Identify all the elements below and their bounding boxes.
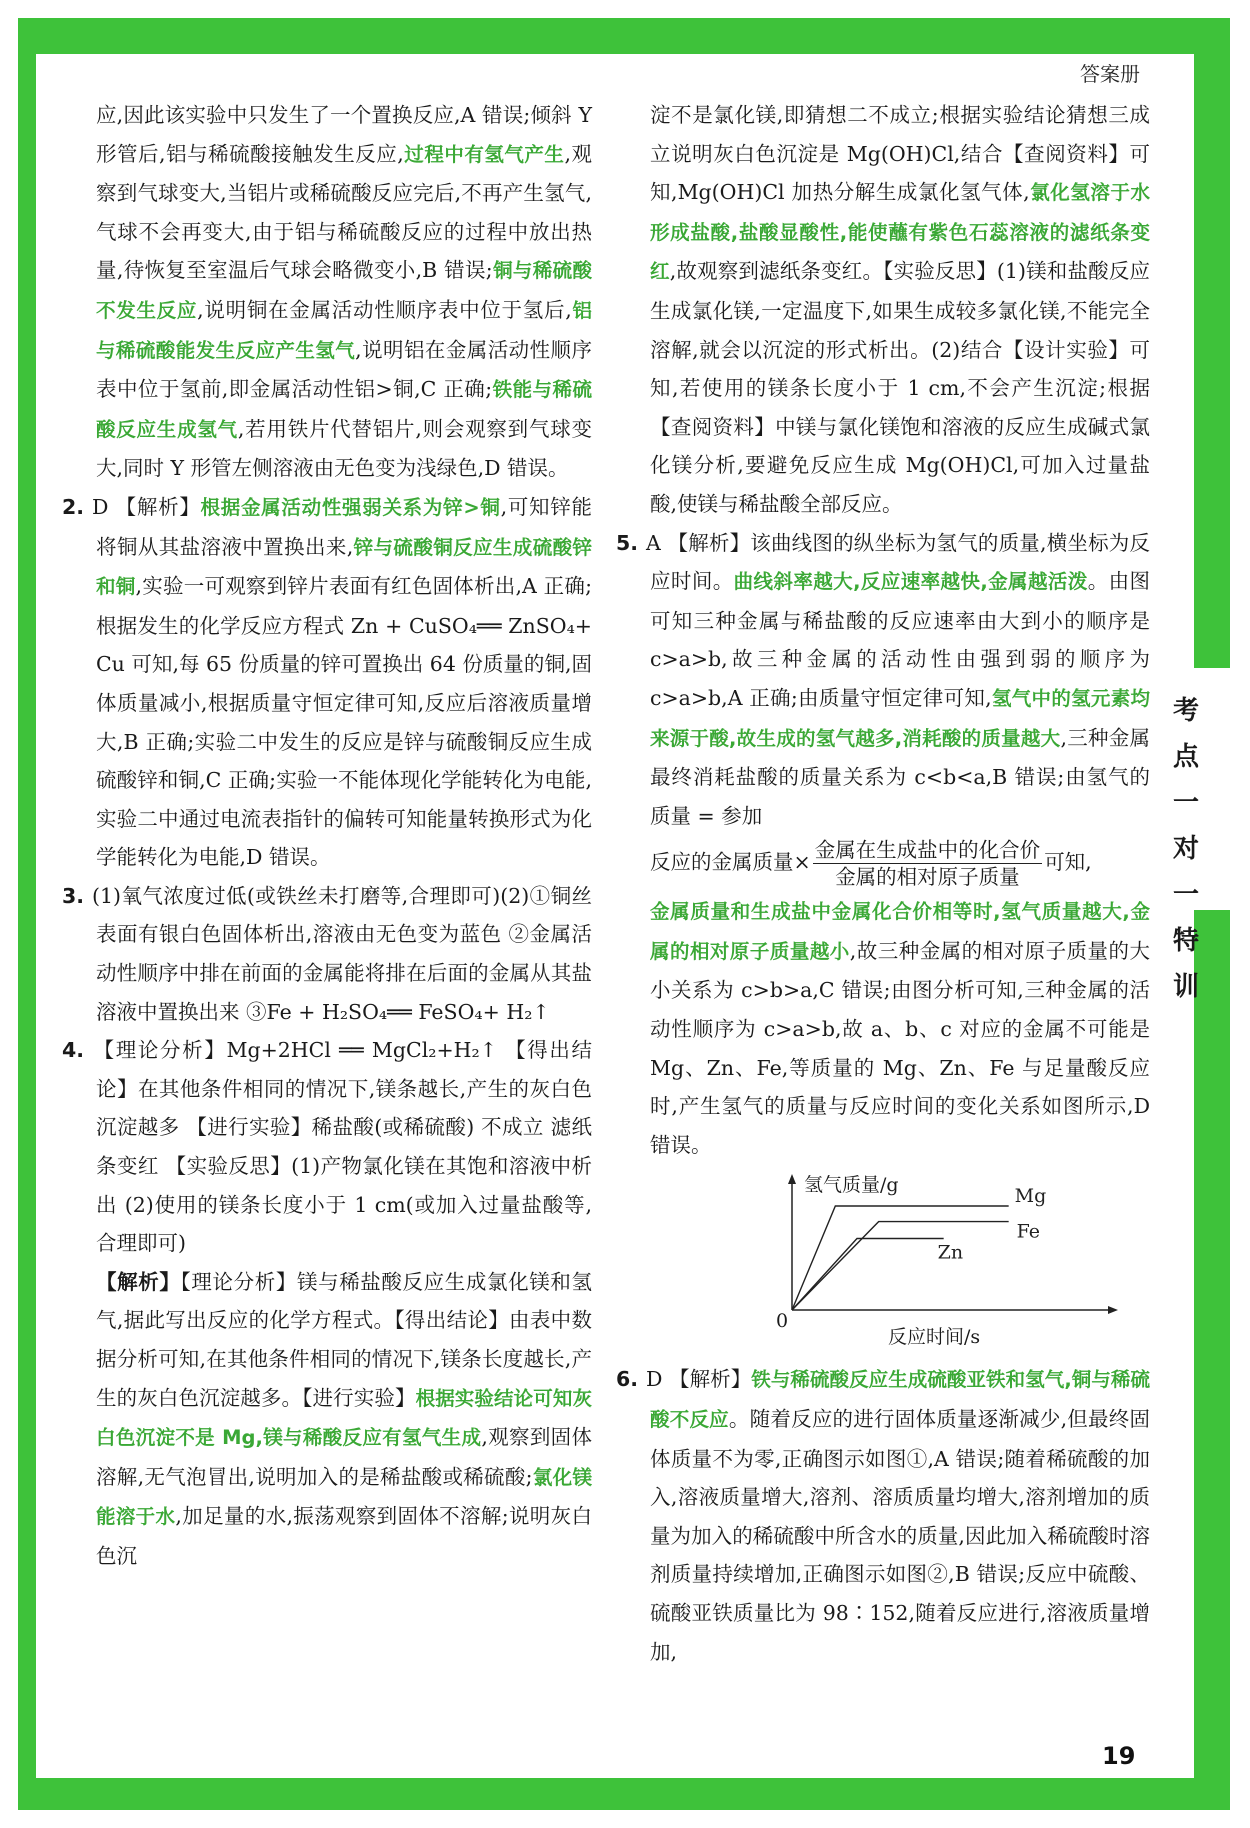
- highlighted-text: 铁能与稀硫酸反应生成氢气: [96, 378, 592, 441]
- body-text: ,说明铝在金属活动性顺序表中位于氢前,即金属活动性铝>铜,C 正确;: [96, 337, 592, 402]
- body-text: ,实验一可观察到锌片表面有红色固体析出,A 正确;根据发生的化学反应方程式 Zn + CuSO₄══ ZnSO₄+ Cu 可知,每 65 份质量的锌可置换出 64 份质量的铜,固体质量减小,根据质量守恒定律可知,反应后溶液质量增大,B 正确;实验二中发生的反应是锌与硫酸铜反应生成硫酸锌和铜,C 正确;实验一不能体现化学能转化为电能,实验二中通过电流表指针的偏转可知能量转换形式为化学能转化为电能,D 错误。: [96, 574, 592, 870]
- question-5-text: [646, 531, 1150, 828]
- question-5-continued: [650, 892, 1150, 1164]
- question-4: [62, 1031, 592, 1263]
- page-frame-right-top: [1194, 18, 1230, 668]
- side-tab-char: 一: [1172, 788, 1199, 818]
- highlighted-text: 氯化氢溶于水形成盐酸,盐酸显酸性,能使蘸有紫色石蕊溶液的滤纸条变红: [650, 181, 1150, 284]
- page-frame-top: [0, 0, 1250, 54]
- body-text: ,观察到固体溶解,无气泡冒出,说明加入的是稀盐酸或稀硫酸;: [96, 1425, 592, 1489]
- highlighted-text: 铝与稀硫酸能发生反应产生氢气: [96, 298, 592, 362]
- hydrogen-mass-chart: [762, 1170, 1182, 1360]
- series-label-mg: Mg: [1014, 1185, 1047, 1208]
- body-text: ,加足量的水,振荡观察到固体不溶解;说明灰白色沉: [96, 1504, 592, 1568]
- highlighted-text: 铁与稀硫酸反应生成硫酸亚铁和氢气,铜与稀硫酸不反应: [650, 1368, 1150, 1432]
- body-text: ,三种金属最终消耗盐酸的质量关系为 c<b<a,B 错误;由氢气的质量 = 参加: [650, 725, 1150, 828]
- body-text: A 【解析】该曲线图的纵坐标为氢气的质量,横坐标为反应时间。: [646, 530, 1150, 594]
- highlighted-text: 曲线斜率越大,反应速率越快,金属越活泼: [733, 570, 1088, 594]
- body-text: D 【解析】: [646, 1367, 752, 1392]
- page-frame-left: [18, 18, 36, 1810]
- question-number: 6.: [616, 1367, 639, 1392]
- question-number: 3.: [62, 883, 85, 908]
- page-frame-bottom: [18, 1778, 1230, 1810]
- side-tab-char: 特: [1172, 926, 1199, 956]
- chart-origin-label: 0: [776, 1310, 789, 1333]
- x-axis-arrow: [1108, 1306, 1118, 1314]
- formula-line: [650, 837, 1150, 890]
- page-frame-right-bottom: [1194, 910, 1230, 1810]
- chart-xlabel: 反应时间/s: [888, 1326, 981, 1349]
- body-text: ,故观察到滤纸条变红。【实验反思】(1)镁和盐酸反应生成氯化镁,一定温度下,如果生成较多氯化镁,不能完全溶解,就会以沉淀的形式析出。(2)结合【设计实验】可知,若使用的镁条长度小于 1 cm,不会产生沉淀;根据【查阅资料】中镁与氯化镁饱和溶液的反应生成碱式氯化镁分析,要避免反应生成 Mg(OH)Cl,可加入过量盐酸,使镁与稀盐酸全部反应。: [650, 259, 1150, 516]
- question-3-text: [92, 884, 592, 1024]
- body-text: 应,因此该实验中只发生了一个置换反应,A 错误;倾斜 Y 形管后,铝与稀硫酸接触发生反应,: [96, 103, 592, 166]
- series-line-fe: [792, 1222, 1009, 1310]
- body-text: 【理论分析】Mg+2HCl ══ MgCl₂+H₂↑ 【得出结论】在其他条件相同的情况下,镁条越长,产生的灰白色沉淀越多 【进行实验】稀盐酸(或稀硫酸) 不成立 滤纸条变红 【实验反思】(1)产物氯化镁在其饱和溶液中析出 (2)使用的镁条长度小于 1 cm(或加入过量盐酸等,合理即可): [92, 1038, 592, 1256]
- side-tab-text: [1166, 688, 1206, 1010]
- series-label-zn: Zn: [937, 1241, 964, 1264]
- y-axis-arrow: [788, 1174, 796, 1184]
- side-tab-char: 训: [1172, 972, 1199, 1002]
- body-text: ,观察到气球变大,当铝片或稀硫酸反应完后,不再产生氢气,气球不会再变大,由于铝与稀硫酸反应的过程中放出热量,待恢复至室温后气球会略微变小,B 错误;: [96, 141, 592, 283]
- body-text: ,说明铜在金属活动性顺序表中位于氢后,: [197, 297, 572, 322]
- highlighted-text: 锌与硫酸铜反应生成硫酸锌和铜: [96, 535, 592, 599]
- body-text: ,可知锌能将铜从其盐溶液中置换出来,: [96, 494, 592, 559]
- left-paragraph-1: [96, 96, 592, 488]
- right-paragraph-1: [650, 96, 1150, 524]
- left-column: [62, 96, 593, 1576]
- question-6: [616, 1360, 1150, 1671]
- side-tab-char: 点: [1172, 742, 1199, 772]
- question-4-text: [92, 1038, 592, 1255]
- formula-suffix: 可知,: [1044, 850, 1092, 875]
- formula-fraction: [813, 837, 1043, 890]
- header-label: 答案册: [1080, 62, 1140, 86]
- bold-label: 【解析】: [96, 1269, 181, 1294]
- fraction-denominator: 金属的相对原子质量: [835, 865, 1020, 890]
- body-text: D 【解析】: [92, 494, 201, 519]
- side-tab-char: 考: [1172, 696, 1199, 726]
- fraction-numerator: 金属在生成盐中的化合价: [814, 838, 1041, 863]
- formula-prefix: 反应的金属质量×: [650, 850, 811, 875]
- highlighted-text: 氯化镁能溶于水: [96, 1465, 592, 1529]
- highlighted-text: 铜与稀硫酸不发生反应: [96, 259, 592, 322]
- chart-ylabel: 氢气质量/g: [804, 1174, 899, 1197]
- body-text: 。由图可知三种金属与稀盐酸的反应速率由大到小的顺序是 c>a>b,故三种金属的活动性由强到弱的顺序为 c>a>b,A 正确;由质量守恒定律可知,: [650, 569, 1151, 710]
- question-5: [616, 524, 1151, 836]
- highlighted-text: 根据实验结论可知灰白色沉淀不是 Mg,镁与稀酸反应有氢气生成: [96, 1386, 592, 1450]
- side-tab-char: 一: [1172, 880, 1199, 910]
- body-text: (1)氧气浓度过低(或铁丝未打磨等,合理即可): [92, 883, 501, 908]
- question-2: [62, 488, 592, 877]
- body-text: 。随着反应的进行固体质量逐渐减少,但最终固体质量不为零,正确图示如图①,A 错误;随着稀硫酸的加入,溶液质量增大,溶剂、溶质质量均增大,溶剂增加的质量为加入的稀硫酸中所含水的质量,因此加入稀硫酸时溶剂质量持续增加,正确图示如图②,B 错误;反应中硫酸、硫酸亚铁质量比为 98∶152,随着反应进行,溶液质量增加,: [650, 1407, 1150, 1664]
- question-number: 5.: [616, 530, 639, 555]
- highlighted-text: 氢气中的氢元素均来源于酸,故生成的氢气越多,消耗酸的质量越大: [650, 686, 1150, 750]
- question-6-text: [646, 1367, 1150, 1663]
- body-text: (2)①铜丝表面有银白色固体析出,溶液由无色变为蓝色 ②金属活动性顺序中排在前面的金属能将排在后面的金属从其盐溶液中置换出来 ③Fe + H₂SO₄══ FeSO₄+ H₂↑: [96, 883, 592, 1024]
- question-3: [62, 877, 592, 1031]
- right-column: [616, 96, 1151, 1671]
- highlighted-text: 根据金属活动性强弱关系为锌>铜: [200, 495, 501, 519]
- series-label-fe: Fe: [1016, 1221, 1041, 1244]
- highlighted-text: 过程中有氢气产生: [403, 142, 565, 166]
- body-text: 【理论分析】镁与稀盐酸反应生成氯化镁和氢气,据此写出反应的化学方程式。【得出结论】由表中数据分析可知,在其他条件相同的情况下,镁条长度越长,产生的灰白色沉淀越多。【进行实验】: [96, 1269, 593, 1410]
- body-text: 淀不是氯化镁,即猜想二不成立;根据实验结论猜想三成立说明灰白色沉淀是 Mg(OH)Cl,结合【查阅资料】可知,Mg(OH)Cl 加热分解生成氯化氢气体,: [650, 103, 1150, 205]
- question-4-analysis: [96, 1263, 592, 1576]
- series-line-zn: [792, 1239, 944, 1311]
- page-number: 19: [1102, 1742, 1136, 1770]
- question-2-text: [92, 495, 592, 869]
- highlighted-text: 金属质量和生成盐中金属化合价相等时,氢气质量越大,金属的相对原子质量越小: [650, 900, 1150, 963]
- question-number: 2.: [62, 494, 85, 519]
- body-text: ,故三种金属的相对原子质量的大小关系为 c>b>a,C 错误;由图分析可知,三种金属的活动性顺序为 c>a>b,故 a、b、c 对应的金属不可能是 Mg、Zn、Fe,等质量的 Mg、Zn、Fe 与足量酸反应时,产生氢气的质量与反应时间的变化关系如图所示,D 错误。: [650, 938, 1150, 1157]
- side-tab-char: 对: [1172, 834, 1199, 864]
- question-number: 4.: [62, 1038, 85, 1063]
- body-text: ,若用铁片代替铝片,则会观察到气球变大,同时 Y 形管左侧溶液由无色变为浅绿色,D 错误。: [96, 416, 592, 481]
